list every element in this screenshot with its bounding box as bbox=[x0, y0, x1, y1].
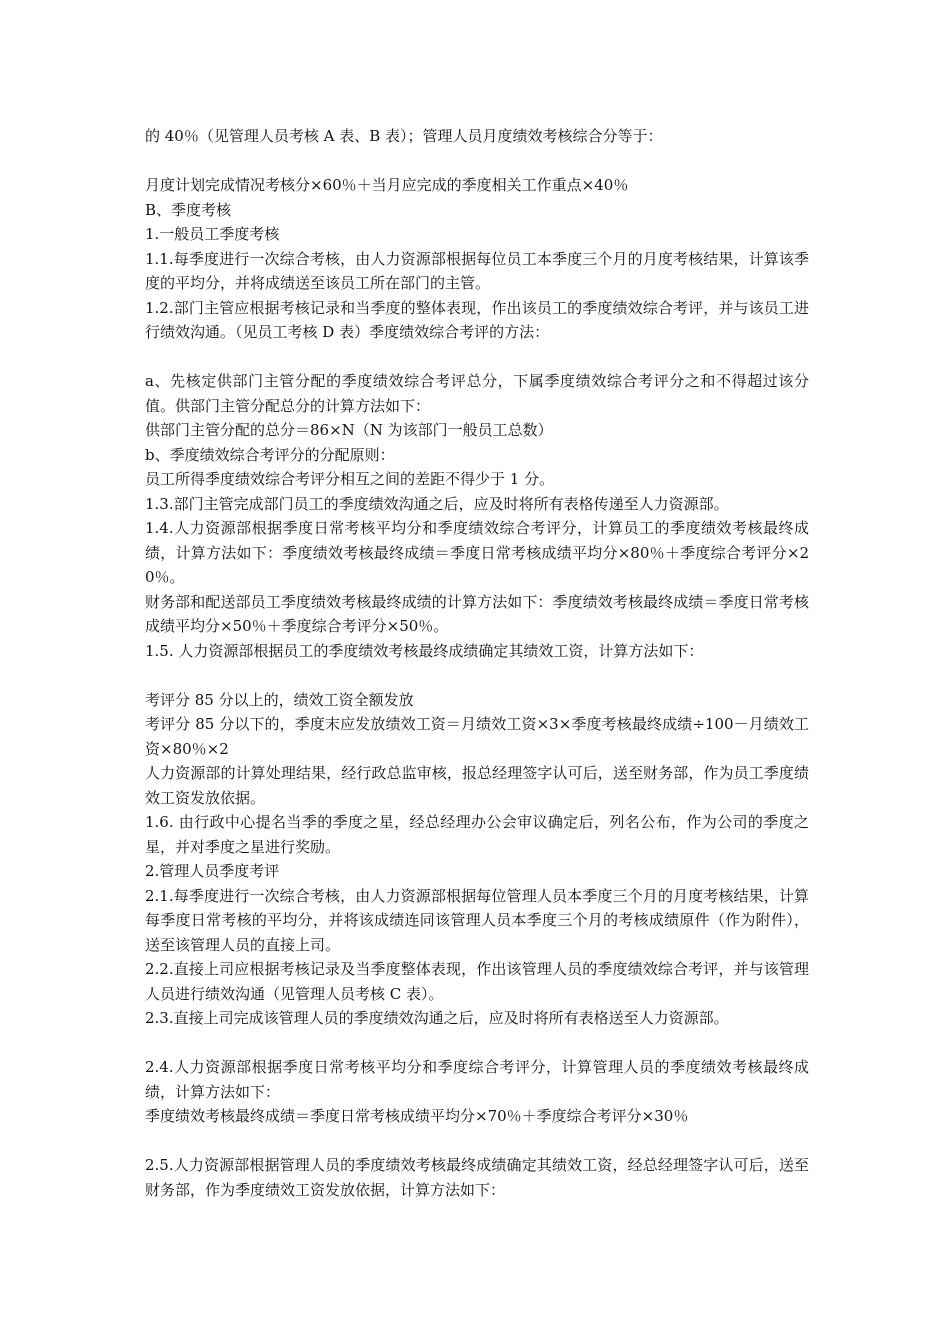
paragraph: 供部门主管分配的总分＝86×N（N 为该部门一般员工总数） bbox=[145, 421, 553, 439]
document-body bbox=[145, 124, 809, 1202]
paragraph: 1.3.部门主管完成部门员工的季度绩效沟通之后，应及时将所有表格传递至人力资源部。 bbox=[145, 494, 729, 513]
paragraph: 1.4.人力资源部根据季度日常考核平均分和季度绩效综合考评分，计算员工的季度绩效考核最终成绩，计算方法如下：季度绩效考核最终成绩＝季度日常考核成绩平均分×80％＋季度综合考评分×20％。 bbox=[145, 519, 809, 586]
subsection-heading: 2.管理人员季度考评 bbox=[145, 862, 280, 880]
paragraph: 2.5.人力资源部根据管理人员的季度绩效考核最终成绩确定其绩效工资，经总经理签字认可后，送至财务部，作为季度绩效工资发放依据，计算方法如下： bbox=[145, 1156, 809, 1199]
paragraph: 季度绩效考核最终成绩＝季度日常考核成绩平均分×70％＋季度综合考评分×30％ bbox=[145, 1107, 689, 1125]
paragraph: 1.5. 人力资源部根据员工的季度绩效考核最终成绩确定其绩效工资，计算方法如下： bbox=[145, 641, 704, 660]
paragraph: 考评分 85 分以下的，季度末应发放绩效工资＝月绩效工资×3×季度考核最终成绩÷100－月绩效工资×80％×2 bbox=[145, 715, 809, 758]
paragraph: 1.6. 由行政中心提名当季的季度之星，经总经理办公会审议确定后，列名公布，作为公司的季度之星，并对季度之星进行奖励。 bbox=[145, 813, 809, 856]
subsection-heading: 1.一般员工季度考核 bbox=[145, 225, 280, 243]
section-heading: B、季度考核 bbox=[145, 200, 232, 219]
paragraph: a、先核定供部门主管分配的季度绩效综合考评总分，下属季度绩效综合考评分之和不得超过该分值。供部门主管分配总分的计算方法如下： bbox=[145, 372, 809, 415]
paragraph: 2.2.直接上司应根据考核记录及当季度整体表现，作出该管理人员的季度绩效综合考评，并与该管理人员进行绩效沟通（见管理人员考核 C 表）。 bbox=[145, 960, 809, 1003]
paragraph: 的 40％（见管理人员考核 A 表、B 表）；管理人员月度绩效考核综合分等于： bbox=[145, 127, 663, 145]
paragraph: b、季度绩效综合考评分的分配原则： bbox=[145, 445, 395, 464]
paragraph: 员工所得季度绩效综合考评分相互之间的差距不得少于 1 分。 bbox=[145, 470, 555, 488]
paragraph: 人力资源部的计算处理结果，经行政总监审核，报总经理签字认可后，送至财务部，作为员工季度绩效工资发放依据。 bbox=[145, 764, 809, 807]
paragraph: 月度计划完成情况考核分×60％＋当月应完成的季度相关工作重点×40％ bbox=[145, 176, 629, 194]
paragraph: 2.4.人力资源部根据季度日常考核平均分和季度综合考评分，计算管理人员的季度绩效考核最终成绩，计算方法如下： bbox=[145, 1058, 809, 1101]
paragraph: 2.1.每季度进行一次综合考核，由人力资源部根据每位管理人员本季度三个月的月度考核结果，计算每季度日常考核的平均分，并将该成绩连同该管理人员本季度三个月的考核成绩原件（作为附件），送至该管理人员的直接上司。 bbox=[145, 886, 809, 954]
paragraph: 2.3.直接上司完成该管理人员的季度绩效沟通之后，应及时将所有表格送至人力资源部。 bbox=[145, 1009, 729, 1027]
paragraph: 1.2.部门主管应根据考核记录和当季度的整体表现，作出该员工的季度绩效综合考评，并与该员工进行绩效沟通。（见员工考核 D 表）季度绩效综合考评的方法： bbox=[145, 298, 809, 341]
paragraph: 1.1.每季度进行一次综合考核，由人力资源部根据每位员工本季度三个月的月度考核结果，计算该季度的平均分，并将成绩送至该员工所在部门的主管。 bbox=[145, 249, 809, 292]
paragraph: 考评分 85 分以上的，绩效工资全额发放 bbox=[145, 690, 414, 709]
paragraph: 财务部和配送部员工季度绩效考核最终成绩的计算方法如下：季度绩效考核最终成绩＝季度日常考核成绩平均分×50％＋季度综合考评分×50％。 bbox=[145, 592, 809, 635]
